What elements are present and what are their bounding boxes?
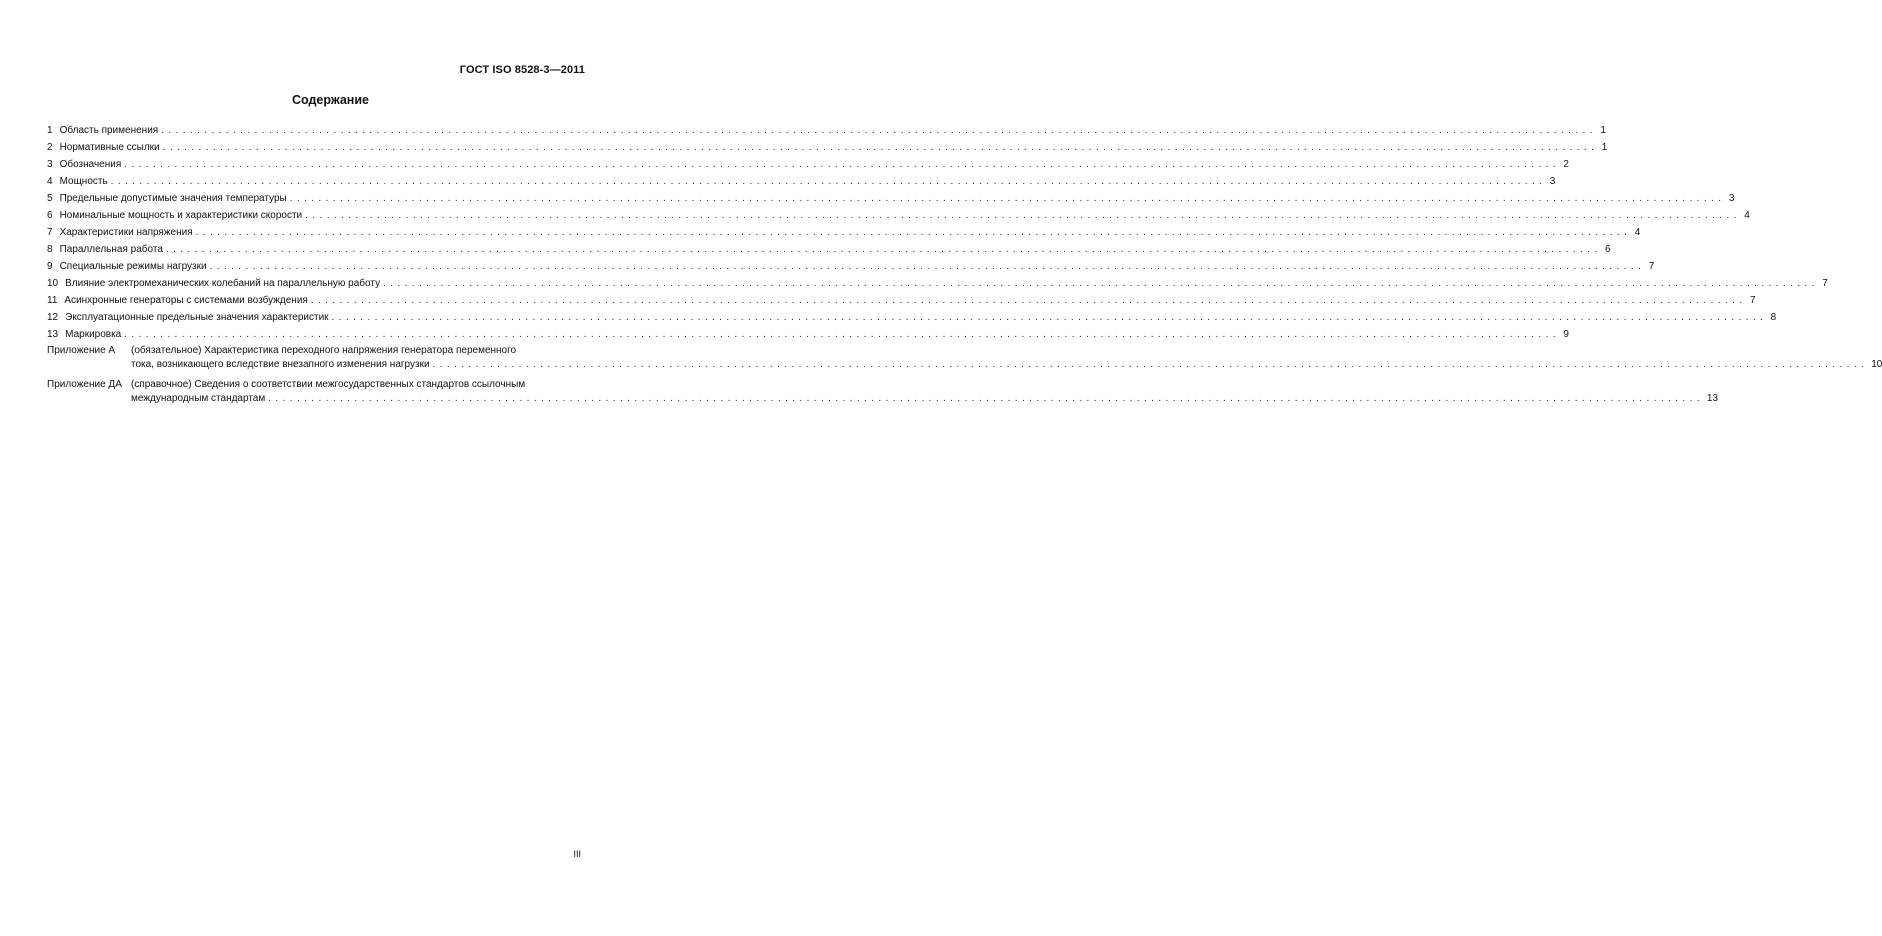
toc-entry-number: 11 — [47, 295, 58, 306]
toc-entry-title: Характеристики напряжения — [59, 227, 193, 238]
dot-leader: ........................................................................................................................................................................................................ — [268, 393, 1704, 404]
toc-entry-9[interactable] — [47, 258, 1655, 275]
dot-leader: ........................................................................................................................................................................................................ — [289, 193, 1726, 204]
toc-entry-title: Параллельная работа — [59, 244, 163, 255]
toc-entry-2[interactable] — [47, 139, 1608, 156]
toc-entry-page: 10 — [1871, 359, 1882, 370]
dot-leader: ........................................................................................................................................................................................................ — [162, 142, 1599, 153]
toc-entry-6[interactable] — [47, 207, 1750, 224]
dot-leader: ........................................................................................................................................................................................................ — [195, 227, 1632, 238]
toc-entry-title: Предельные допустимые значения температуры — [59, 193, 287, 204]
toc-entry-page: 2 — [1563, 159, 1569, 170]
toc-entry-1[interactable] — [47, 122, 1606, 139]
toc-entry-title: Асинхронные генераторы с системами возбуждения — [64, 295, 308, 306]
toc-entry-number: 7 — [47, 227, 53, 238]
toc-entry-title: Маркировка — [65, 329, 122, 340]
dot-leader: ........................................................................................................................................................................................................ — [209, 261, 1646, 272]
dot-leader: ........................................................................................................................................................................................................ — [165, 244, 1602, 255]
toc-entry-page: 7 — [1749, 295, 1756, 306]
toc-entry-title: Нормативные ссылки — [59, 142, 160, 153]
toc-entry-10[interactable] — [47, 275, 1828, 292]
dot-leader: ........................................................................................................................................................................................................ — [310, 295, 1747, 306]
toc-entry-title: Мощность — [59, 176, 108, 187]
document-code: ГОСТ ISO 8528-3—2011 — [459, 64, 585, 76]
toc-entry-page: 4 — [1744, 210, 1750, 221]
toc-entry-number: 3 — [47, 159, 53, 170]
toc-appendix-a[interactable] — [47, 344, 1882, 372]
toc-entry-page: 3 — [1549, 176, 1556, 187]
toc-appendix-da[interactable] — [47, 378, 1719, 406]
dot-leader: ........................................................................................................................................................................................................ — [432, 359, 1869, 370]
toc-entry-13[interactable] — [47, 326, 1569, 343]
toc-entry-page: 7 — [1822, 278, 1828, 289]
toc-entry-number: 2 — [47, 142, 53, 153]
toc-entry-title: Область применения — [59, 125, 159, 136]
toc-entry-page: 4 — [1634, 227, 1641, 238]
toc-entry-number: 10 — [47, 278, 59, 289]
toc-entry-number: 9 — [47, 261, 53, 272]
dot-leader: ........................................................................................................................................................................................................ — [124, 329, 1560, 340]
appendix-title-line: тока, возникающего вследствие внезапного изменения нагрузки — [131, 359, 430, 370]
toc-entry-title: Влияние электромеханических колебаний на параллельную работу — [65, 278, 381, 289]
toc-entry-number: 12 — [47, 312, 59, 323]
toc-entry-4[interactable] — [47, 173, 1556, 190]
appendix-label: Приложение ДА — [47, 379, 122, 390]
toc-entry-title: Специальные режимы нагрузки — [59, 261, 207, 272]
appendix-title-line: (обязательное) Характеристика переходного напряжения генератора переменного — [131, 345, 517, 356]
dot-leader: ........................................................................................................................................................................................................ — [110, 176, 1547, 187]
toc-entry-number: 6 — [47, 210, 53, 221]
toc-entry-number: 5 — [47, 193, 53, 204]
dot-leader: ........................................................................................................................................................................................................ — [383, 278, 1819, 289]
dot-leader: ........................................................................................................................................................................................................ — [305, 210, 1741, 221]
appendix-title-line: (справочное) Сведения о соответствии межгосударственных стандартов ссылочным — [131, 379, 526, 390]
toc-entry-page: 6 — [1605, 244, 1611, 255]
toc-entry-page: 9 — [1563, 329, 1569, 340]
appendix-label: Приложение А — [47, 345, 116, 356]
table-of-contents — [47, 122, 1882, 406]
toc-entry-title: Номинальные мощность и характеристики скорости — [59, 210, 303, 221]
toc-entry-number: 13 — [47, 329, 59, 340]
toc-entry-3[interactable] — [47, 156, 1569, 173]
toc-entry-page: 1 — [1600, 125, 1606, 136]
toc-entry-12[interactable] — [47, 309, 1777, 326]
toc-entry-8[interactable] — [47, 241, 1611, 258]
toc-entry-11[interactable] — [47, 292, 1756, 309]
appendix-title-line: международным стандартам — [131, 393, 266, 404]
toc-entry-number: 8 — [47, 244, 53, 255]
dot-leader: ........................................................................................................................................................................................................ — [161, 125, 1597, 136]
toc-entry-page: 3 — [1728, 193, 1735, 204]
toc-entry-page: 13 — [1706, 393, 1719, 404]
dot-leader: ........................................................................................................................................................................................................ — [124, 159, 1560, 170]
toc-entry-title: Эксплуатационные предельные значения характеристик — [65, 312, 329, 323]
page-title: Содержание — [291, 93, 369, 107]
toc-entry-number: 4 — [47, 176, 53, 187]
toc-entry-title: Обозначения — [59, 159, 122, 170]
toc-entry-page: 8 — [1770, 312, 1777, 323]
toc-entry-7[interactable] — [47, 224, 1641, 241]
toc-entry-5[interactable] — [47, 190, 1735, 207]
toc-entry-page: 7 — [1648, 261, 1655, 272]
toc-entry-number: 1 — [47, 125, 53, 136]
toc-entry-page: 1 — [1601, 142, 1608, 153]
page-number: III — [573, 849, 581, 859]
dot-leader: ........................................................................................................................................................................................................ — [331, 312, 1768, 323]
